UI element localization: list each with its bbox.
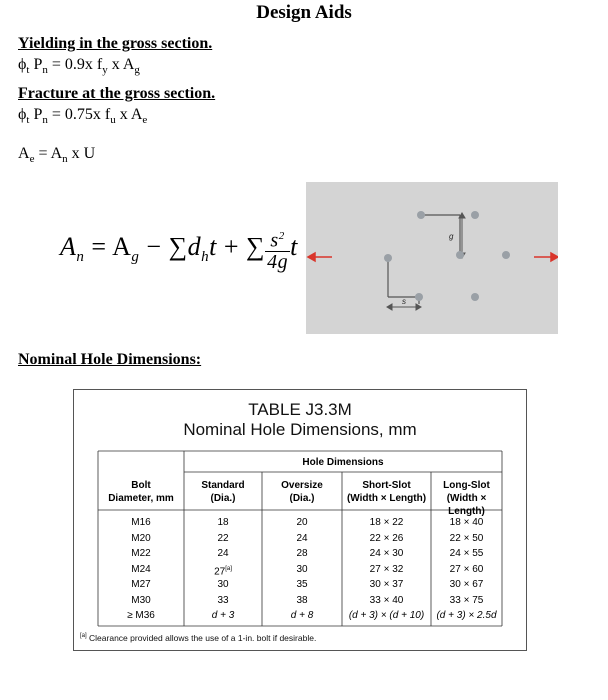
table-cell: 18: [217, 517, 229, 528]
table-cell: 27[a]: [214, 565, 232, 577]
header-bolt: Bolt Diameter, mm: [108, 480, 174, 504]
bolt-holes: [384, 211, 510, 301]
table-cell: 24: [217, 548, 229, 559]
table-cell: d + 3: [211, 610, 235, 621]
table-cell: 30 × 37: [369, 579, 404, 590]
header-long-slot: Long-Slot (Width × Length): [443, 480, 490, 517]
table-row: [98, 531, 502, 547]
bolt-hole: [415, 293, 423, 301]
table-cell: 18 × 22: [369, 517, 404, 528]
table-cell: M20: [131, 532, 151, 544]
table-title-line1: TABLE J3.3M: [248, 400, 352, 419]
bolt-hole: [384, 254, 392, 262]
s-label: s: [402, 297, 406, 306]
table-cell: 20: [296, 517, 308, 528]
table-cell: 27 × 60: [449, 563, 484, 575]
table-cell: 30: [217, 579, 229, 590]
table-cell: 38: [296, 594, 308, 606]
table-cell: 30: [296, 563, 308, 575]
table-cell: 22 × 50: [449, 532, 484, 544]
table-cell: M16: [131, 517, 151, 528]
table-row: [98, 593, 502, 609]
table-cell: 22: [217, 532, 229, 544]
effective-area-formula: $A_e = A_n$ x U: [18, 145, 96, 166]
page-title: Design Aids: [256, 2, 352, 23]
nominal-heading: Nominal Hole Dimensions:: [18, 351, 202, 368]
table-cell: 22 × 26: [369, 532, 404, 544]
footnote-ref: [a]: [225, 565, 232, 572]
table-cell: 28: [296, 548, 308, 559]
table-body: [98, 515, 502, 624]
bolt-hole: [502, 251, 510, 259]
table-title-line2: Nominal Hole Dimensions, mm: [183, 420, 417, 439]
table-cell: (d + 3) × (d + 10): [348, 610, 425, 621]
table-cell: 24 × 55: [449, 548, 484, 559]
bolt-hole: [471, 211, 479, 219]
net-area-formula: $A_n = A_g - \sum d_ht$ + ∑ $\frac{s^2}{4g}$ t: [60, 226, 298, 272]
fracture-formula: $\phi_t$ $P_n = 0.75x$ $f_u$ x $A_e$: [18, 106, 148, 127]
table-cell: M27: [131, 579, 151, 590]
table-cell: (d + 3) × 2.5d: [436, 610, 497, 621]
hole-dimensions-table-box: [73, 389, 527, 651]
fracture-heading: Fracture at the gross section.: [18, 85, 216, 102]
table-cell: 33 × 40: [369, 594, 404, 606]
table-cell: ≥ M36: [127, 610, 155, 621]
table-cell: M24: [131, 563, 151, 575]
header-standard: Standard (Dia.): [201, 480, 245, 504]
yielding-heading: Yielding in the gross section.: [18, 35, 213, 52]
group-header: Hole Dimensions: [302, 457, 384, 468]
table-cell: 35: [296, 579, 308, 590]
bolt-pattern-diagram: [306, 182, 558, 334]
table-row: [98, 546, 502, 562]
table-cell: 33 × 75: [449, 594, 484, 606]
table-footnote: [a] Clearance provided allows the use of a 1-in. bolt if desirable.: [80, 633, 317, 643]
table-row: [98, 562, 502, 578]
bolt-hole: [417, 211, 425, 219]
bolt-hole: [471, 293, 479, 301]
table-cell: M30: [131, 594, 151, 606]
table-cell: 27 × 32: [369, 563, 404, 575]
table-row: [98, 515, 502, 531]
table-row: [98, 577, 502, 593]
table-cell: 33: [217, 594, 229, 606]
table-cell: 18 × 40: [449, 517, 484, 528]
g-label: g: [449, 232, 454, 241]
yielding-formula: $\phi_t$ $P_n = 0.9x$ $f_y$ x $A_g$: [18, 56, 140, 77]
header-short-slot: Short-Slot (Width × Length): [346, 480, 427, 504]
table-cell: 24: [296, 532, 308, 544]
table-cell: 24 × 30: [369, 548, 404, 559]
table-cell: M22: [131, 548, 151, 559]
table-cell: 30 × 67: [449, 579, 484, 590]
header-oversize: Oversize (Dia.): [281, 480, 323, 504]
bolt-hole: [456, 251, 464, 259]
table-row: [98, 608, 502, 624]
bolt-pattern-svg: [306, 182, 558, 334]
table-cell: d + 8: [290, 610, 314, 621]
